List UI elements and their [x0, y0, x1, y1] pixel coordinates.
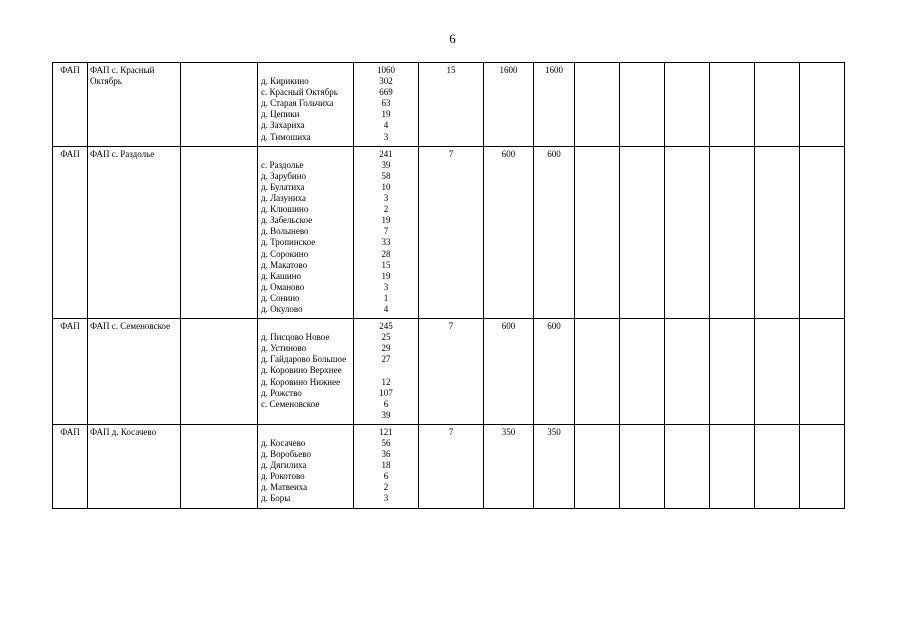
facility-type-cell: ФАП [53, 424, 88, 508]
empty-cell [181, 63, 258, 147]
settlement-population: 39 [381, 159, 391, 170]
value1-cell: 600 [484, 319, 534, 425]
empty-cell [575, 424, 620, 508]
settlement-name: д. Цепики [261, 109, 300, 120]
settlement-name: д. Боры [261, 493, 291, 504]
settlement-name: д. Забельское [261, 215, 313, 226]
settlement-name: д. Булатиха [261, 181, 305, 192]
value1-cell: 1600 [484, 63, 534, 147]
settlement-name: д. Волынево [261, 226, 309, 237]
empty-cell [575, 63, 620, 147]
settlement-population: 29 [381, 343, 391, 354]
population-total: 121 [379, 426, 393, 437]
settlement-population: 7 [383, 226, 389, 237]
table-row [53, 146, 845, 318]
empty-cell [620, 63, 665, 147]
settlement-name: д. Дягилиха [261, 460, 307, 471]
settlement-population: 3 [383, 131, 389, 142]
settlement-population: 56 [381, 438, 391, 448]
value1-cell: 600 [484, 146, 534, 318]
settlement-spacer [261, 65, 351, 76]
settlement-name: д. Гайдарово Большое [261, 354, 347, 365]
settlement-name: д. Писцово Новое [261, 332, 330, 343]
settlement-population: 27 [381, 354, 391, 365]
count-cell: 7 [419, 146, 484, 318]
count-cell: 7 [419, 424, 484, 508]
settlement-population: 669 [379, 87, 393, 98]
settlement-name: д. Старая Гольчиха [261, 98, 334, 109]
settlement-spacer [261, 427, 351, 438]
population-cell [354, 146, 419, 318]
settlement-population: 25 [381, 332, 391, 343]
settlement-population: 10 [381, 181, 391, 192]
settlement-population: 1 [383, 292, 389, 303]
fap-table [52, 62, 845, 509]
settlement-name: д. Рокотово [261, 471, 305, 482]
settlement-population: 12 [381, 376, 391, 387]
settlement-population: 6 [383, 471, 389, 482]
empty-cell [710, 146, 755, 318]
facility-name-cell: ФАП с. Красный Октябрь [88, 63, 181, 147]
population-cell [354, 424, 419, 508]
population-total: 241 [379, 148, 393, 159]
settlements-cell [258, 63, 354, 147]
settlement-name: д. Зарубино [261, 170, 307, 181]
empty-cell [620, 424, 665, 508]
settlement-name: д. Воробьево [261, 449, 311, 460]
empty-cell [181, 319, 258, 425]
settlement-name: д. Коровино Нижнее [261, 376, 341, 387]
table-row [53, 424, 845, 508]
empty-cell [575, 146, 620, 318]
settlement-name: с. Красный Октябрь [261, 87, 338, 98]
table-row [53, 319, 845, 425]
settlement-name: д. Тимошиха [261, 131, 311, 142]
population-cell [354, 63, 419, 147]
empty-cell [755, 319, 800, 425]
settlement-population: 15 [381, 259, 391, 270]
settlements-cell [258, 319, 354, 425]
settlement-population: 2 [383, 204, 389, 215]
settlement-population: 3 [383, 493, 389, 504]
settlement-population: 18 [381, 460, 391, 471]
settlement-name: д. Захариха [261, 120, 305, 131]
facility-name-cell: ФАП д. Косачево [88, 424, 181, 508]
settlement-population: 58 [381, 170, 391, 181]
settlement-population: 4 [383, 303, 389, 314]
settlement-population: 107 [379, 387, 393, 398]
population-total: 245 [379, 321, 393, 332]
settlement-name: д. Коровино Верхнее [261, 365, 342, 376]
population-cell [354, 319, 419, 425]
empty-cell [665, 146, 710, 318]
empty-cell [620, 146, 665, 318]
settlement-population: 33 [381, 237, 391, 248]
empty-cell [800, 319, 845, 425]
settlement-name: д. Устиново [261, 343, 307, 354]
settlement-name: д. Сонино [261, 292, 300, 303]
value2-cell: 600 [534, 146, 575, 318]
empty-cell [575, 319, 620, 425]
settlement-population: 6 [383, 398, 389, 409]
settlement-population: 28 [381, 248, 391, 259]
empty-cell [181, 146, 258, 318]
count-cell: 7 [419, 319, 484, 425]
settlement-population: 2 [383, 482, 389, 493]
population-total: 1060 [377, 65, 395, 75]
settlements-cell [258, 424, 354, 508]
settlement-name: д. Матвеиха [261, 482, 308, 493]
empty-cell [665, 319, 710, 425]
empty-cell [755, 63, 800, 147]
settlement-spacer [261, 321, 351, 332]
settlement-spacer [261, 149, 351, 160]
settlement-name: д. Косачево [261, 438, 306, 448]
page-number: 6 [449, 31, 456, 46]
empty-cell [620, 319, 665, 425]
settlement-name: д. Кашино [261, 270, 302, 281]
settlement-name: д. Окулово [261, 303, 303, 314]
settlement-name: д. Рожство [261, 387, 302, 398]
settlement-population: 36 [381, 449, 391, 460]
settlement-population: 302 [379, 76, 393, 87]
empty-cell [665, 424, 710, 508]
settlement-population: 4 [383, 120, 389, 131]
population-spacer [356, 365, 416, 376]
empty-cell [755, 146, 800, 318]
empty-cell [665, 63, 710, 147]
count-cell: 15 [419, 63, 484, 147]
settlements-cell [258, 146, 354, 318]
settlement-name: д. Лазуниха [261, 193, 307, 204]
settlement-population: 19 [381, 109, 391, 120]
facility-type-cell: ФАП [53, 146, 88, 318]
settlement-population: 19 [381, 215, 391, 226]
settlement-name: с. Раздолье [261, 159, 304, 170]
empty-cell [710, 319, 755, 425]
value2-cell: 1600 [534, 63, 575, 147]
empty-cell [755, 424, 800, 508]
facility-type-cell: ФАП [53, 319, 88, 425]
empty-cell [181, 424, 258, 508]
settlement-population: 3 [383, 281, 389, 292]
settlement-name: д. Оманово [261, 281, 305, 292]
empty-cell [710, 63, 755, 147]
settlement-name: с. Семеновское [261, 398, 320, 409]
value2-cell: 600 [534, 319, 575, 425]
facility-name-cell: ФАП с. Раздолье [88, 146, 181, 318]
facility-type-cell: ФАП [53, 63, 88, 147]
empty-cell [710, 424, 755, 508]
settlement-name: д. Тропинское [261, 237, 316, 248]
empty-cell [800, 146, 845, 318]
value2-cell: 350 [534, 424, 575, 508]
empty-cell [800, 63, 845, 147]
settlement-name: д. Сорокино [261, 248, 309, 259]
settlement-name: д. Клюшино [261, 204, 309, 215]
table-row [53, 63, 845, 147]
settlement-name: д. Макатово [261, 259, 308, 270]
value1-cell: 350 [484, 424, 534, 508]
settlement-population: 39 [381, 409, 391, 420]
empty-cell [800, 424, 845, 508]
facility-name-cell: ФАП с. Семеновское [88, 319, 181, 425]
settlement-population: 63 [381, 98, 391, 109]
settlement-name: д. Кирикино [261, 76, 309, 87]
settlement-population: 3 [383, 193, 389, 204]
settlement-population: 19 [381, 270, 391, 281]
